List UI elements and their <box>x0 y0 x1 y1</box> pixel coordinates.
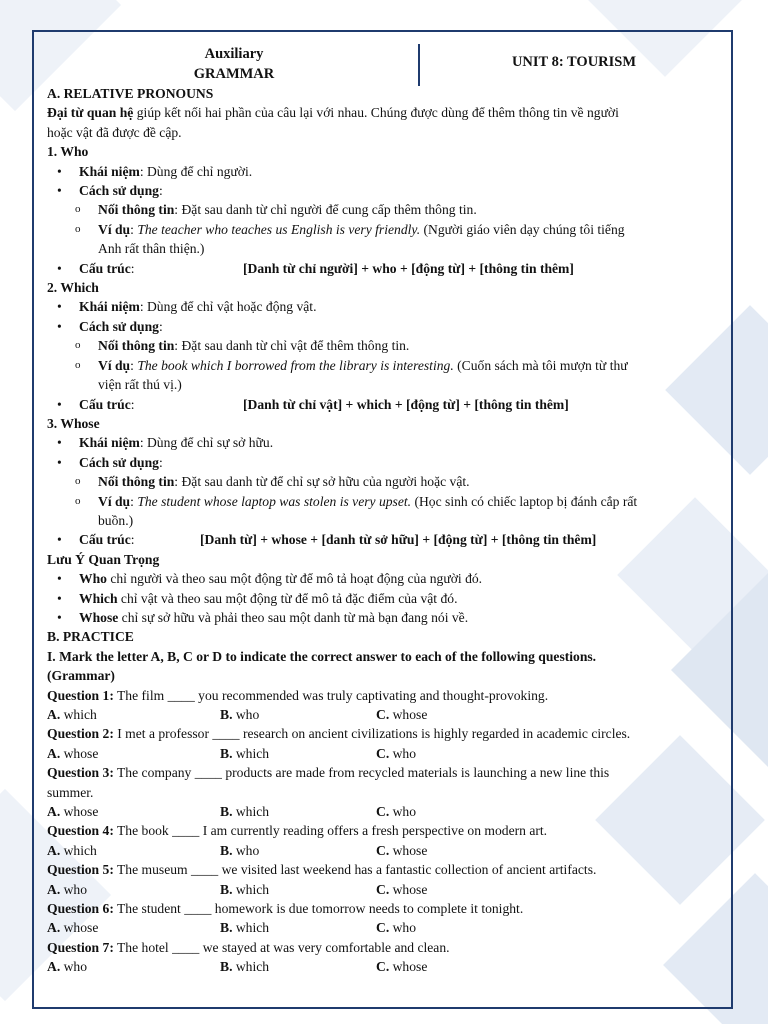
option-b[interactable] <box>220 841 376 860</box>
question-text <box>47 899 719 918</box>
note-text: chỉ vật và theo sau một động từ để mô tả đặc điểm của vật đó. <box>117 590 458 606</box>
whose-structure-formula: [Danh từ] + whose + [danh từ sở hữu] + [động từ] + [thông tin thêm] <box>200 532 597 548</box>
option-text: whose <box>389 707 428 722</box>
option-c[interactable] <box>376 957 427 976</box>
which-structure <box>47 395 719 414</box>
who-example-vi-cont: Anh rất thân thiện.) <box>98 241 205 257</box>
who-link-label: Nối thông tin <box>98 202 175 218</box>
question-item <box>47 724 719 763</box>
option-text: who <box>232 707 260 722</box>
question-label: Question 7: <box>47 939 114 955</box>
question-text <box>47 763 719 782</box>
which-link-label: Nối thông tin <box>98 338 175 354</box>
option-text: which <box>232 804 270 820</box>
which-example-vi: (Cuốn sách mà tôi mượn từ thư <box>453 357 628 373</box>
who-usage-label: Cách sử dụng <box>79 183 159 199</box>
option-letter: B. <box>220 920 233 936</box>
whose-concept-label: Khái niệm <box>79 435 140 451</box>
whose-usage-colon: : <box>158 454 163 470</box>
whose-example <box>47 492 719 511</box>
option-letter: C. <box>376 745 390 761</box>
option-text: whose <box>60 920 99 936</box>
whose-structure-label: Cấu trúc <box>79 532 131 548</box>
note-text: chỉ người và theo sau một động từ để mô tả hoạt động của người đó. <box>106 571 483 587</box>
who-usage <box>47 181 719 200</box>
option-text: whose <box>389 881 428 897</box>
option-text: who <box>389 804 417 820</box>
option-a[interactable] <box>47 841 220 860</box>
who-link-text: : Đặt sau danh từ chỉ người để cung cấp thêm thông tin. <box>174 202 477 218</box>
who-example <box>47 220 719 239</box>
option-letter: B. <box>220 959 233 975</box>
option-letter: B. <box>220 842 233 858</box>
option-letter: C. <box>376 881 390 897</box>
which-concept-text: : Dùng để chỉ vật hoặc động vật. <box>139 299 317 315</box>
option-a[interactable] <box>47 880 220 899</box>
whose-link-text: : Đặt sau danh từ để chỉ sự sở hữu của người hoặc vật. <box>174 474 470 490</box>
option-letter: A. <box>47 804 61 820</box>
question-label: Question 4: <box>47 823 114 839</box>
option-text: whose <box>389 842 428 858</box>
answer-options <box>47 705 719 724</box>
question-body: The film ____ you recommended was truly captivating and thought-provoking. <box>113 687 549 703</box>
option-letter: C. <box>376 804 390 820</box>
whose-link-label: Nối thông tin <box>98 474 175 490</box>
question-item <box>47 860 719 899</box>
who-structure-colon: : <box>130 260 135 276</box>
question-text <box>47 686 719 705</box>
who-structure-formula: [Danh từ chỉ người] + who + [động từ] + [thông tin thêm] <box>243 260 574 276</box>
option-text: who <box>232 842 260 858</box>
option-text: which <box>60 842 97 858</box>
option-text: who <box>60 881 88 897</box>
question-body: The student ____ homework is due tomorrow needs to complete it tonight. <box>113 901 524 917</box>
answer-options <box>47 841 719 860</box>
option-b[interactable] <box>220 802 376 821</box>
who-concept-label: Khái niệm <box>79 163 140 179</box>
option-letter: B. <box>220 804 233 820</box>
which-example-label: Ví dụ <box>98 357 131 373</box>
question-label: Question 5: <box>47 862 114 878</box>
note-item <box>47 608 719 627</box>
who-example-vi: (Người giáo viên dạy chúng tôi tiếng <box>420 221 625 237</box>
which-structure-formula: [Danh từ chỉ vật] + which + [động từ] + [thông tin thêm] <box>243 396 569 412</box>
page-frame <box>32 30 733 1009</box>
question-list <box>47 686 719 977</box>
section-b-title: B. PRACTICE <box>47 629 134 645</box>
whose-link <box>47 472 719 491</box>
answer-options <box>47 880 719 899</box>
question-text <box>47 724 719 743</box>
which-link-text: : Đặt sau danh từ chỉ vật để thêm thông tin. <box>174 338 410 354</box>
option-text: whose <box>389 959 428 975</box>
option-letter: A. <box>47 745 61 761</box>
option-c[interactable] <box>376 744 416 763</box>
question-label: Question 6: <box>47 901 114 917</box>
option-c[interactable] <box>376 918 416 937</box>
which-link <box>47 336 719 355</box>
whose-example-label: Ví dụ <box>98 493 131 509</box>
option-a[interactable] <box>47 918 220 937</box>
practice-instruction: I. Mark the letter A, B, C or D to indicate the correct answer to each of the following questions. <box>47 648 597 664</box>
which-example <box>47 356 719 375</box>
option-c[interactable] <box>376 841 427 860</box>
whose-structure-colon: : <box>130 532 135 548</box>
whose-usage <box>47 453 719 472</box>
note-item <box>47 569 719 588</box>
which-heading: 2. Which <box>47 280 99 296</box>
which-usage <box>47 317 719 336</box>
option-text: which <box>232 959 270 975</box>
header-left <box>154 44 314 84</box>
page-header <box>34 42 731 90</box>
section-a-intro-cont: hoặc vật đã được đề cập. <box>47 124 182 140</box>
question-text-cont: summer. <box>47 784 94 800</box>
which-concept-label: Khái niệm <box>79 299 140 315</box>
question-body: The company ____ products are made from recycled materials is launching a new line this <box>113 765 610 781</box>
option-a[interactable] <box>47 957 220 976</box>
question-item <box>47 763 719 821</box>
option-text: which <box>232 745 270 761</box>
option-text: whose <box>60 804 99 820</box>
who-concept <box>47 162 719 181</box>
option-b[interactable] <box>220 744 376 763</box>
option-letter: A. <box>47 920 61 936</box>
who-structure <box>47 259 719 278</box>
answer-options <box>47 802 719 821</box>
who-example-en: The teacher who teaches us English is very friendly. <box>137 221 421 237</box>
which-example-en: The book which I borrowed from the library is interesting. <box>137 357 454 373</box>
which-example-vi-cont: viện rất thú vị.) <box>98 377 182 393</box>
intro-term: Đại từ quan hệ <box>47 105 134 121</box>
whose-heading: 3. Whose <box>47 415 100 431</box>
which-structure-label-wrap <box>79 395 243 414</box>
which-structure-colon: : <box>130 396 135 412</box>
notes-heading: Lưu Ý Quan Trọng <box>47 551 160 567</box>
which-usage-colon: : <box>158 318 163 334</box>
option-text: who <box>389 920 417 936</box>
answer-options <box>47 744 719 763</box>
which-structure-label: Cấu trúc <box>79 396 131 412</box>
whose-example-vi-cont: buồn.) <box>98 512 134 528</box>
question-item <box>47 821 719 860</box>
option-b[interactable] <box>220 957 376 976</box>
whose-structure <box>47 530 719 549</box>
question-item <box>47 899 719 938</box>
option-text: which <box>232 920 270 936</box>
header-grammar: GRAMMAR <box>193 66 275 82</box>
which-usage-label: Cách sử dụng <box>79 318 159 334</box>
option-c[interactable] <box>376 705 427 724</box>
answer-options <box>47 918 719 937</box>
question-text <box>47 821 719 840</box>
option-letter: C. <box>376 920 390 936</box>
note-text: chỉ sự sở hữu và phải theo sau một danh từ mà bạn đang nói về. <box>118 609 469 625</box>
which-example-colon: : <box>130 357 138 373</box>
who-heading: 1. Who <box>47 144 89 160</box>
who-example-colon: : <box>130 221 138 237</box>
header-auxiliary: Auxiliary <box>204 46 264 62</box>
option-c[interactable] <box>376 802 416 821</box>
question-label: Question 2: <box>47 726 114 742</box>
question-body: The book ____ I am currently reading offers a fresh perspective on modern art. <box>113 823 548 839</box>
question-label: Question 3: <box>47 765 114 781</box>
option-a[interactable] <box>47 802 220 821</box>
whose-example-colon: : <box>130 493 138 509</box>
whose-example-en: The student whose laptop was stolen is very upset. <box>137 493 412 509</box>
answer-options <box>47 957 719 976</box>
option-text: who <box>60 959 88 975</box>
whose-structure-label-wrap <box>79 530 200 549</box>
which-concept <box>47 297 719 316</box>
who-link <box>47 200 719 219</box>
option-letter: A. <box>47 842 61 858</box>
option-letter: A. <box>47 959 61 975</box>
whose-usage-label: Cách sử dụng <box>79 454 159 470</box>
option-a[interactable] <box>47 705 220 724</box>
question-text <box>47 938 719 957</box>
note-term: Which <box>79 590 118 606</box>
question-body: The museum ____ we visited last weekend has a fantastic collection of ancient artifacts. <box>113 862 597 878</box>
who-structure-label: Cấu trúc <box>79 260 131 276</box>
whose-concept <box>47 433 719 452</box>
note-item <box>47 589 719 608</box>
practice-instruction-cont: (Grammar) <box>47 668 115 684</box>
option-c[interactable] <box>376 880 427 899</box>
option-letter: A. <box>47 707 61 722</box>
question-item <box>47 938 719 977</box>
option-b[interactable] <box>220 880 376 899</box>
option-b[interactable] <box>220 705 376 724</box>
who-usage-colon: : <box>158 183 163 199</box>
option-letter: B. <box>220 745 233 761</box>
option-text: which <box>60 707 97 722</box>
section-a-title: A. RELATIVE PRONOUNS <box>47 86 214 101</box>
note-term: Who <box>79 571 107 587</box>
option-letter: B. <box>220 881 233 897</box>
option-text: who <box>389 745 417 761</box>
whose-concept-text: : Dùng để chỉ sự sở hữu. <box>139 435 274 451</box>
option-letter: C. <box>376 959 390 975</box>
question-item <box>47 686 719 725</box>
option-a[interactable] <box>47 744 220 763</box>
question-body: The hotel ____ we stayed at was very comfortable and clean. <box>113 939 450 955</box>
who-example-label: Ví dụ <box>98 221 131 237</box>
section-a-intro <box>47 103 719 122</box>
option-letter: C. <box>376 842 390 858</box>
question-label: Question 1: <box>47 687 114 703</box>
option-text: whose <box>60 745 99 761</box>
option-letter: C. <box>376 707 390 722</box>
whose-example-vi: (Học sinh có chiếc laptop bị đánh cắp rất <box>411 493 638 509</box>
header-divider <box>418 44 420 86</box>
option-letter: B. <box>220 707 233 722</box>
option-letter: A. <box>47 881 61 897</box>
document-body <box>47 84 719 977</box>
question-text <box>47 860 719 879</box>
note-term: Whose <box>79 609 119 625</box>
who-concept-text: : Dùng để chỉ người. <box>139 163 253 179</box>
question-body: I met a professor ____ research on ancient civilizations is highly regarded in academic circles. <box>113 726 631 742</box>
option-text: which <box>232 881 270 897</box>
option-b[interactable] <box>220 918 376 937</box>
unit-title: UNIT 8: TOURISM <box>511 54 637 70</box>
intro-text: giúp kết nối hai phần của câu lại với nhau. Chúng được dùng để thêm thông tin về người <box>133 105 619 121</box>
who-structure-label-wrap <box>79 259 243 278</box>
